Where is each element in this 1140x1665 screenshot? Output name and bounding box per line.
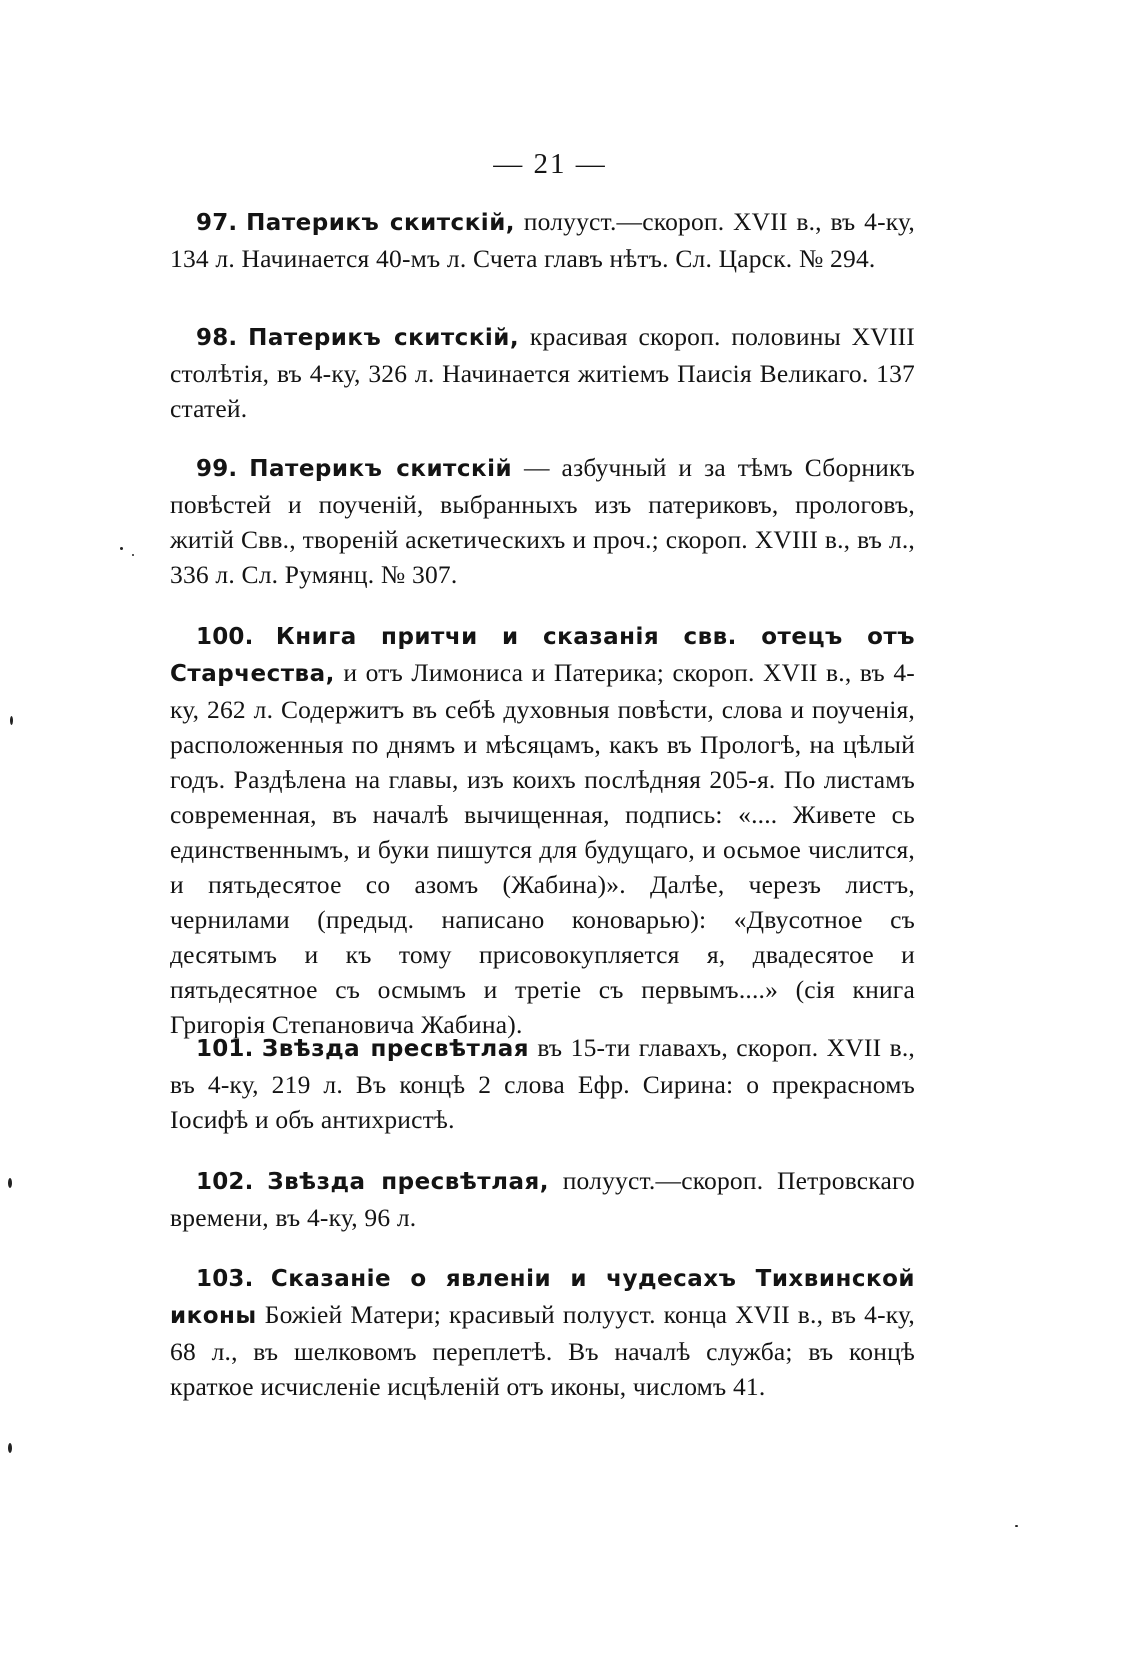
- catalog-entry-98: [170, 319, 915, 426]
- entry-title: Звѣзда пресвѣтлая,: [267, 1169, 549, 1195]
- scan-speck: [8, 1178, 12, 1188]
- entry-number: 97.: [196, 210, 238, 236]
- entry-number: 101.: [196, 1036, 254, 1062]
- entry-text: полууст.—скороп. Петровскаго времени, въ 4-ку, 96 л.: [170, 1166, 915, 1232]
- entry-number: 102.: [196, 1169, 254, 1195]
- scan-speck: [10, 716, 13, 725]
- scan-speck: [8, 1443, 12, 1453]
- entry-number: 100.: [196, 624, 254, 650]
- entry-title: Патерикъ скитскій,: [246, 210, 516, 236]
- catalog-entry-97: [170, 204, 915, 276]
- entry-number: 98.: [196, 325, 238, 351]
- entry-title: Сказаніе о явленіи и чудесахъ Тихвинской иконы: [170, 1266, 915, 1329]
- catalog-entry-102: [170, 1163, 915, 1235]
- entry-text: полууст.—скороп. XVII в., въ 4-ку, 134 л. Начинается 40-мъ л. Счета главъ нѣтъ. Сл. Царск. № 294.: [170, 207, 915, 273]
- entry-text: — азбучный и за тѣмъ Сборникъ повѣстей и поученій, выбранныхъ изъ патериковъ, прологовъ, житій Свв., твореній аскетическихъ и проч.; скороп. XVIII в., въ л., 336 л. Сл. Румянц. № 307.: [170, 453, 916, 589]
- entry-text: въ 15-ти главахъ, скороп. XVII в., въ 4-ку, 219 л. Въ концѣ 2 слова Ефр. Сирина: о прекрасномъ Іосифѣ и объ антихристѣ.: [170, 1033, 915, 1134]
- catalog-entry-103: [170, 1260, 915, 1404]
- catalog-entry-100: [170, 618, 915, 1042]
- entry-text: Божіей Матери; красивый полууст. конца XVII в., въ 4-ку, 68 л., въ шелковомъ переплетѣ. Въ началѣ служба; въ концѣ краткое исчисленіе исцѣленій отъ иконы, числомъ 41.: [170, 1300, 915, 1401]
- scan-speck: [120, 547, 123, 550]
- entry-title: Книга притчи и сказанія свв. отецъ отъ Старчества,: [170, 624, 915, 687]
- entry-number: 103.: [196, 1266, 254, 1292]
- entry-text: красивая скороп. половины XVIII столѣтія, въ 4-ку, 326 л. Начинается житіемъ Паисія Великаго. 137 статей.: [170, 322, 915, 423]
- catalog-entry-99: [170, 450, 915, 592]
- page-number: — 21 —: [493, 148, 607, 180]
- entry-title: Патерикъ скитскій: [249, 456, 513, 482]
- entry-title: Звѣзда пресвѣтлая: [261, 1036, 529, 1062]
- entry-text: и отъ Лимониса и Патерика; скороп. XVII в., въ 4-ку, 262 л. Содержитъ въ себѣ духовныя повѣсти, слова и поученія, расположенныя по днямъ и мѣсяцамъ, какъ въ Прологѣ, на цѣлый годъ. Раздѣлена на главы, изъ коихъ послѣдняя 205-я. По листамъ современная, въ началѣ вычищенная, подпись: «.... Живете сь единственнымъ, и буки пишутся для будущаго, и осьмое числится, и пятьдесятое со азомъ (Жабина)». Далѣе, черезъ листъ, чернилами (предыд. написано коноварью): «Двусотное съ десятымъ и къ тому присовокупляется я, двадесятое и пятьдесятное съ осмымъ и третіе съ первымъ....» (сія книга Григорія Степановича Жабина).: [170, 658, 915, 1039]
- entry-title: Патерикъ скитскій,: [248, 325, 520, 351]
- scan-speck: [132, 554, 134, 556]
- entry-number: 99.: [196, 456, 238, 482]
- catalog-entry-101: [170, 1030, 915, 1137]
- scan-speck: [1015, 1525, 1018, 1527]
